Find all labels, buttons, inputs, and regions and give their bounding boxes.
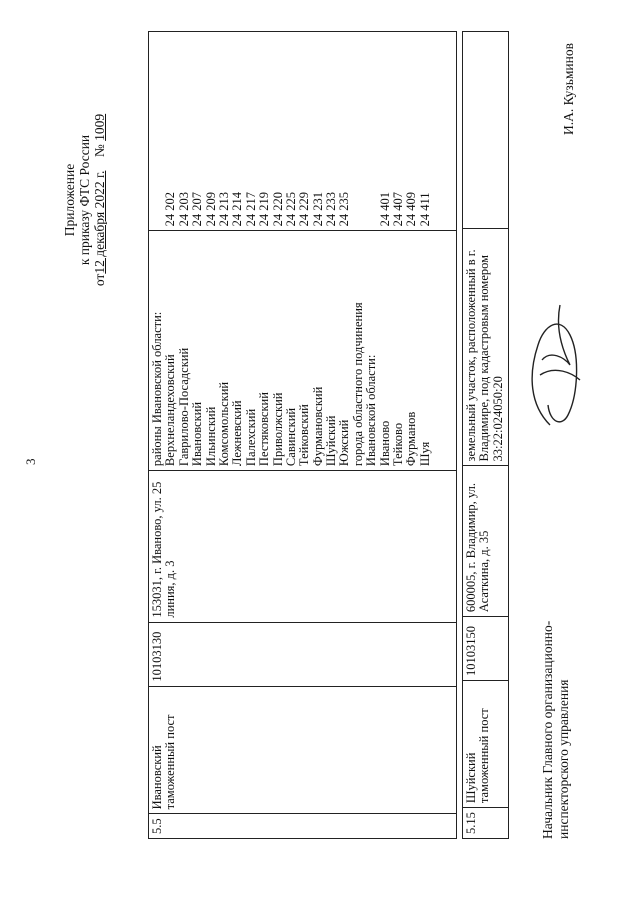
appendix-title: Приложение — [62, 163, 77, 237]
appendix-order: к приказу ФТС России — [77, 134, 92, 266]
post-code: 10103150 — [463, 617, 509, 681]
oktmo-codes — [463, 32, 509, 229]
signatory-position: Начальник Главного организационно- инспекторского управления — [540, 620, 571, 839]
row-number: 5.5 — [149, 814, 457, 839]
signatory-name: И.А. Кузьминов — [561, 43, 576, 135]
page-number: 3 — [23, 458, 38, 465]
table-row — [463, 32, 509, 839]
post-name: Ивановский таможенный пост — [149, 686, 457, 814]
post-address: 153031, г. Иваново, ул. 25 линия, д. 3 — [149, 471, 457, 623]
table-row — [149, 32, 457, 839]
order-date: 12 декабря 2022 г. — [92, 170, 107, 274]
appendix-date-line: от12 декабря 2022 г. № 1009 — [92, 113, 107, 287]
territory-list: районы Ивановской области: Верхнеландеховский Гаврилово-Посадский Ивановский Ильинский Комсомольский Лежневский Палехский Пестяковский Приволжский Савинский Тейковский Фурмановский Шуйский Южский города областного подчинения Ивановской области: Иваново Тейково Фурманов Шуя — [149, 231, 457, 471]
oktmo-codes: 24 202 24 203 24 207 24 209 24 213 24 214 24 217 24 219 24 220 24 225 24 229 24 231 24 233 24 235 24 401 24 407 24 409 24 411 — [149, 32, 457, 231]
customs-table — [148, 31, 457, 839]
order-number: 1009 — [92, 113, 107, 141]
post-code: 10103130 — [149, 622, 457, 686]
row-number: 5.15 — [463, 808, 509, 839]
customs-table-continued — [462, 31, 509, 839]
signature-image — [520, 285, 590, 435]
post-name: Шуйский таможенный пост — [463, 680, 509, 807]
territory-description: земельный участок, расположенный в г. Владимире, под кадастровым номером 33:22:024050:20 — [463, 228, 509, 466]
post-address: 600005, г. Владимир, ул. Асаткина, д. 35 — [463, 466, 509, 617]
appendix-header — [62, 95, 107, 305]
